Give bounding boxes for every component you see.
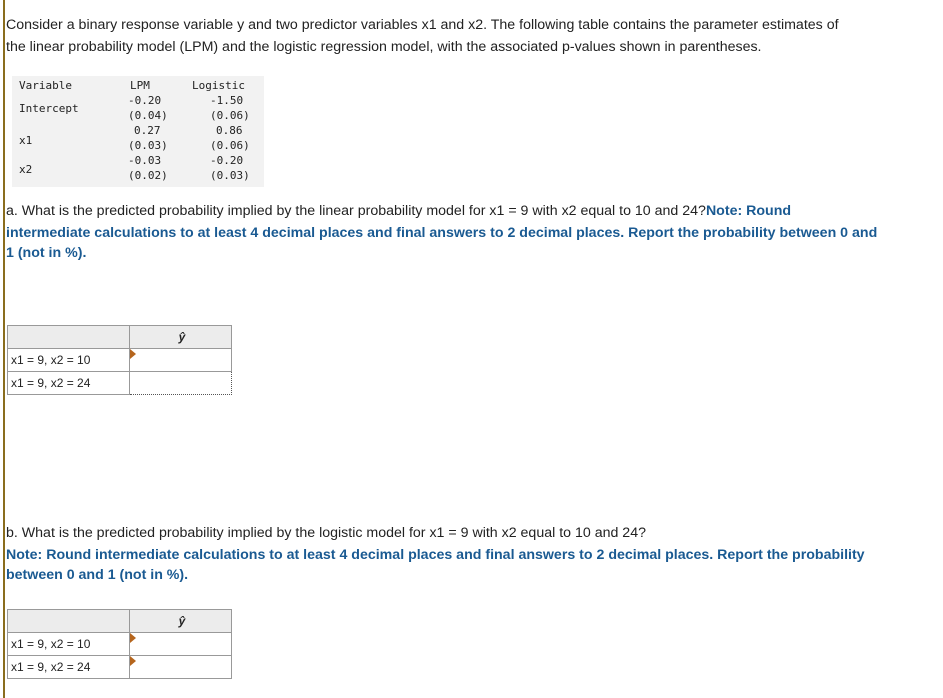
- row-label: x1 = 9, x2 = 24: [8, 372, 130, 395]
- header-logistic: Logistic: [192, 79, 245, 92]
- row-logit-estimate: -0.20: [210, 154, 244, 167]
- row-logit-pvalue: (0.06): [210, 139, 250, 152]
- row-logit-pvalue: (0.03): [210, 169, 250, 182]
- row-label: x1 = 9, x2 = 10: [8, 349, 130, 372]
- part-b-note-line-1: Note: Round intermediate calculations to at least 4 decimal places and final answers to 2 decimal places. Report the probability: [6, 547, 865, 563]
- intro-line-2: the linear probability model (LPM) and the logistic regression model, with the associated p-values shown in parentheses.: [6, 39, 762, 55]
- row-variable: x1: [19, 134, 33, 147]
- row-lpm-pvalue: (0.03): [128, 139, 168, 152]
- part-b-note-line-2: between 0 and 1 (not in %).: [6, 567, 189, 583]
- part-b-question: b. What is the predicted probability implied by the logistic model for x1 = 9 with x2 equal to 10 and 24?: [6, 525, 646, 541]
- row-label: x1 = 9, x2 = 24: [8, 656, 130, 679]
- part-a-note-line-2: intermediate calculations to at least 4 decimal places and final answers to 2 decimal places. Report the probability between 0 and: [6, 225, 878, 241]
- row-logit-estimate: -1.50: [210, 94, 244, 107]
- intro-line-1: Consider a binary response variable y and two predictor variables x1 and x2. The following table contains the parameter estimates of: [6, 17, 839, 33]
- input-marker-icon: [130, 656, 136, 666]
- answer-input[interactable]: [130, 349, 232, 372]
- part-a-note-line-3: 1 (not in %).: [6, 245, 87, 261]
- input-marker-icon: [130, 349, 136, 359]
- row-label: x1 = 9, x2 = 10: [8, 633, 130, 656]
- row-variable: x2: [19, 163, 33, 176]
- answer-input[interactable]: [130, 633, 232, 656]
- header-variable: Variable: [19, 79, 72, 92]
- part-a-note-start: Note: Round: [705, 203, 792, 219]
- answer-input[interactable]: [130, 372, 232, 395]
- row-lpm-pvalue: (0.04): [128, 109, 168, 122]
- row-lpm-estimate: -0.03: [128, 154, 162, 167]
- part-a-question-text: a. What is the predicted probability implied by the linear probability model for x1 = 9 with x2 equal to 10 and 24?: [6, 203, 706, 219]
- part-a-question: [6, 200, 791, 222]
- part-a-answer-table: [7, 325, 232, 395]
- y-hat-header: ŷ: [130, 610, 232, 633]
- row-variable: Intercept: [19, 102, 79, 115]
- y-hat-header: ŷ: [130, 326, 232, 349]
- row-logit-pvalue: (0.06): [210, 109, 250, 122]
- row-lpm-pvalue: (0.02): [128, 169, 168, 182]
- part-b-answer-table: [7, 609, 232, 679]
- header-lpm: LPM: [130, 79, 150, 92]
- input-marker-icon: [130, 633, 136, 643]
- corner-cell: [8, 610, 130, 633]
- corner-cell: [8, 326, 130, 349]
- row-lpm-estimate: 0.27: [134, 124, 161, 137]
- left-border: [3, 0, 5, 698]
- row-logit-estimate: 0.86: [216, 124, 243, 137]
- answer-input[interactable]: [130, 656, 232, 679]
- row-lpm-estimate: -0.20: [128, 94, 162, 107]
